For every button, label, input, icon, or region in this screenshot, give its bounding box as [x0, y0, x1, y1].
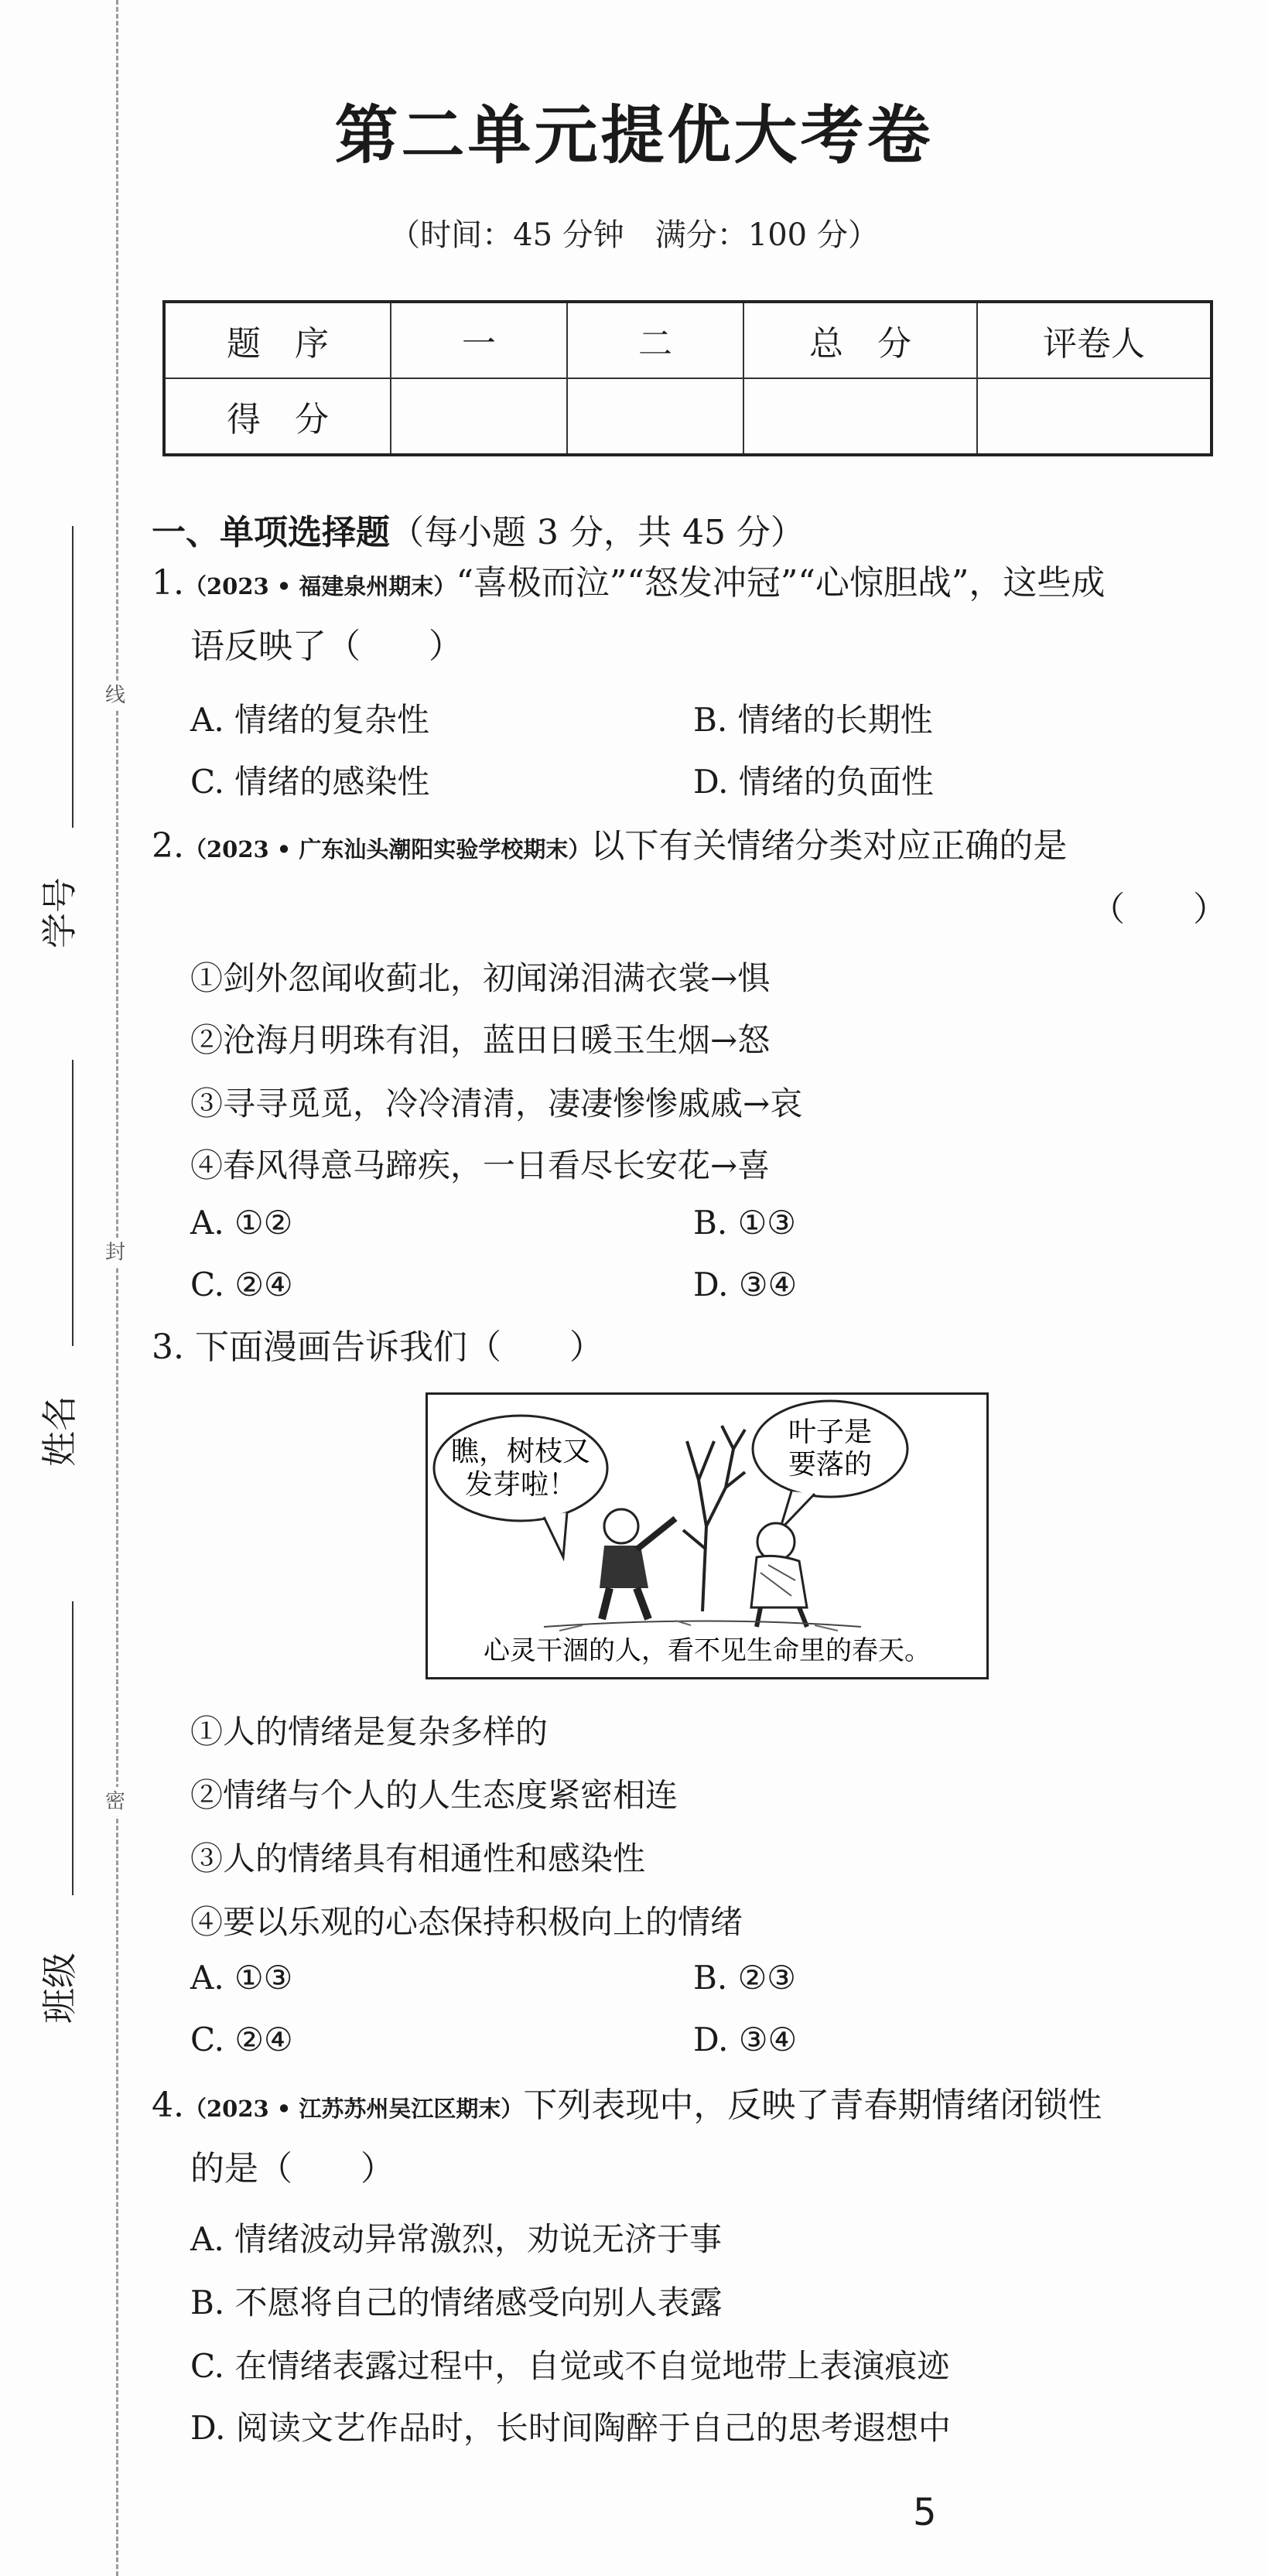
- bubble-left-line-1: 瞧，树枝又: [450, 1436, 591, 1467]
- score-blank-cell: [977, 378, 1212, 455]
- question-source: （2023 • 福建泉州期末）: [183, 573, 456, 600]
- table-cell: 二: [567, 302, 743, 378]
- q4-option-c: C. 在情绪表露过程中，自觉或不自觉地带上表演痕迹: [190, 2347, 950, 2385]
- seal-char-mi: 密: [104, 1787, 127, 1816]
- question-number: 4.: [152, 2086, 184, 2125]
- table-cell: 得 分: [164, 378, 391, 455]
- question-source: （2023 • 广东汕头潮阳实验学校期末）: [183, 836, 591, 863]
- q3-item-3: ③人的情绪具有相通性和感染性: [190, 1840, 646, 1877]
- question-text: “喜极而泣”“怒发冲冠”“心惊胆战”，这些成: [456, 563, 1106, 603]
- section-note: （每小题 3 分，共 45 分）: [390, 513, 805, 552]
- exam-time-info: （时间：45 分钟 满分：100 分）: [389, 217, 879, 253]
- q3-option-d: D. ③④: [693, 2021, 798, 2058]
- q3-option-c: C. ②④: [190, 2021, 293, 2058]
- q3-item-1: ①人的情绪是复杂多样的: [190, 1713, 549, 1751]
- table-cell: 一: [391, 302, 567, 378]
- q1-option-d: D. 情绪的负面性: [693, 763, 934, 801]
- q2-item-1: ①剑外忽闻收蓟北，初闻涕泪满衣裳→惧: [190, 959, 771, 997]
- class-blank-line: [72, 1601, 73, 1895]
- name-label: 姓名: [39, 1396, 80, 1467]
- tree-icon: [683, 1426, 745, 1611]
- question-number: 2.: [152, 826, 184, 866]
- question-4-stem-cont: 的是（ ）: [190, 2149, 395, 2188]
- bubble-left-line-2: 发芽啦！: [464, 1469, 577, 1501]
- table-row: [164, 378, 1212, 455]
- section-heading: [152, 504, 805, 554]
- binding-dashed-line: [116, 0, 118, 2576]
- question-number: 1.: [152, 563, 184, 603]
- table-cell: 总 分: [743, 302, 977, 378]
- seal-char-xian: 线: [104, 681, 127, 710]
- question-4-stem: [152, 2086, 1102, 2127]
- q3-item-2: ②情绪与个人的人生态度紧密相连: [190, 1776, 678, 1814]
- page-title: 第二单元提优大考卷: [334, 99, 934, 173]
- q4-option-b: B. 不愿将自己的情绪感受向别人表露: [190, 2284, 723, 2321]
- q4-option-a: A. 情绪波动异常激烈，劝说无济于事: [190, 2220, 723, 2258]
- old-man-figure-icon: [751, 1523, 807, 1627]
- question-3-stem: 3. 下面漫画告诉我们（ ）: [152, 1327, 603, 1367]
- q3-item-4: ④要以乐观的心态保持积极向上的情绪: [190, 1903, 743, 1941]
- q1-option-a: A. 情绪的复杂性: [190, 701, 430, 739]
- child-figure-icon: [600, 1509, 675, 1619]
- student-id-blank-line: [72, 526, 73, 828]
- class-label: 班级: [39, 1952, 80, 2024]
- seal-char-feng: 封: [104, 1238, 127, 1267]
- q2-option-c: C. ②④: [190, 1266, 293, 1303]
- score-table: [162, 300, 1213, 456]
- q2-option-d: D. ③④: [693, 1266, 798, 1303]
- q3-option-a: A. ①③: [190, 1959, 293, 1997]
- q1-option-b: B. 情绪的长期性: [693, 701, 933, 739]
- score-blank-cell: [391, 378, 567, 455]
- speech-bubble-left: [434, 1416, 607, 1521]
- answer-bracket: （ ）: [1091, 890, 1227, 929]
- question-text: 以下有关情绪分类对应正确的是: [590, 826, 1068, 866]
- q2-item-3: ③寻寻觅觅，冷冷清清，凄凄惨惨戚戚→哀: [190, 1085, 803, 1122]
- cartoon-caption: 心灵干涸的人，看不见生命里的春天。: [484, 1635, 931, 1666]
- q1-option-c: C. 情绪的感染性: [190, 763, 430, 801]
- score-blank-cell: [567, 378, 743, 455]
- bubble-right-line-1: 叶子是: [788, 1416, 873, 1448]
- bubble-right-line-2: 要落的: [788, 1449, 873, 1481]
- page-number: 5: [913, 2491, 937, 2534]
- table-cell: 评卷人: [977, 302, 1212, 378]
- question-text: 下列表现中，反映了青春期情绪闭锁性: [523, 2086, 1102, 2125]
- name-blank-line: [72, 1060, 73, 1346]
- section-title: 一、单项选择题: [152, 513, 390, 552]
- question-1-stem-cont: 语反映了（ ）: [190, 627, 463, 666]
- question-source: （2023 • 江苏苏州吴江区期末）: [183, 2096, 524, 2122]
- student-id-label: 学号: [39, 877, 80, 948]
- q2-item-2: ②沧海月明珠有泪，蓝田日暖玉生烟→怒: [190, 1021, 771, 1059]
- q2-item-4: ④春风得意马蹄疾，一日看尽长安花→喜: [190, 1146, 771, 1184]
- table-cell: 题 序: [164, 302, 391, 378]
- cartoon-illustration: [426, 1392, 989, 1679]
- question-1-stem: [152, 563, 1105, 604]
- q3-option-b: B. ②③: [693, 1959, 796, 1997]
- score-blank-cell: [743, 378, 977, 455]
- question-2-stem: [152, 826, 1067, 867]
- cartoon-drawing: [428, 1395, 986, 1677]
- q4-option-d: D. 阅读文艺作品时，长时间陶醉于自己的思考遐想中: [190, 2409, 951, 2447]
- q2-option-a: A. ①②: [190, 1204, 293, 1242]
- q2-option-b: B. ①③: [693, 1204, 796, 1242]
- table-row: [164, 302, 1212, 378]
